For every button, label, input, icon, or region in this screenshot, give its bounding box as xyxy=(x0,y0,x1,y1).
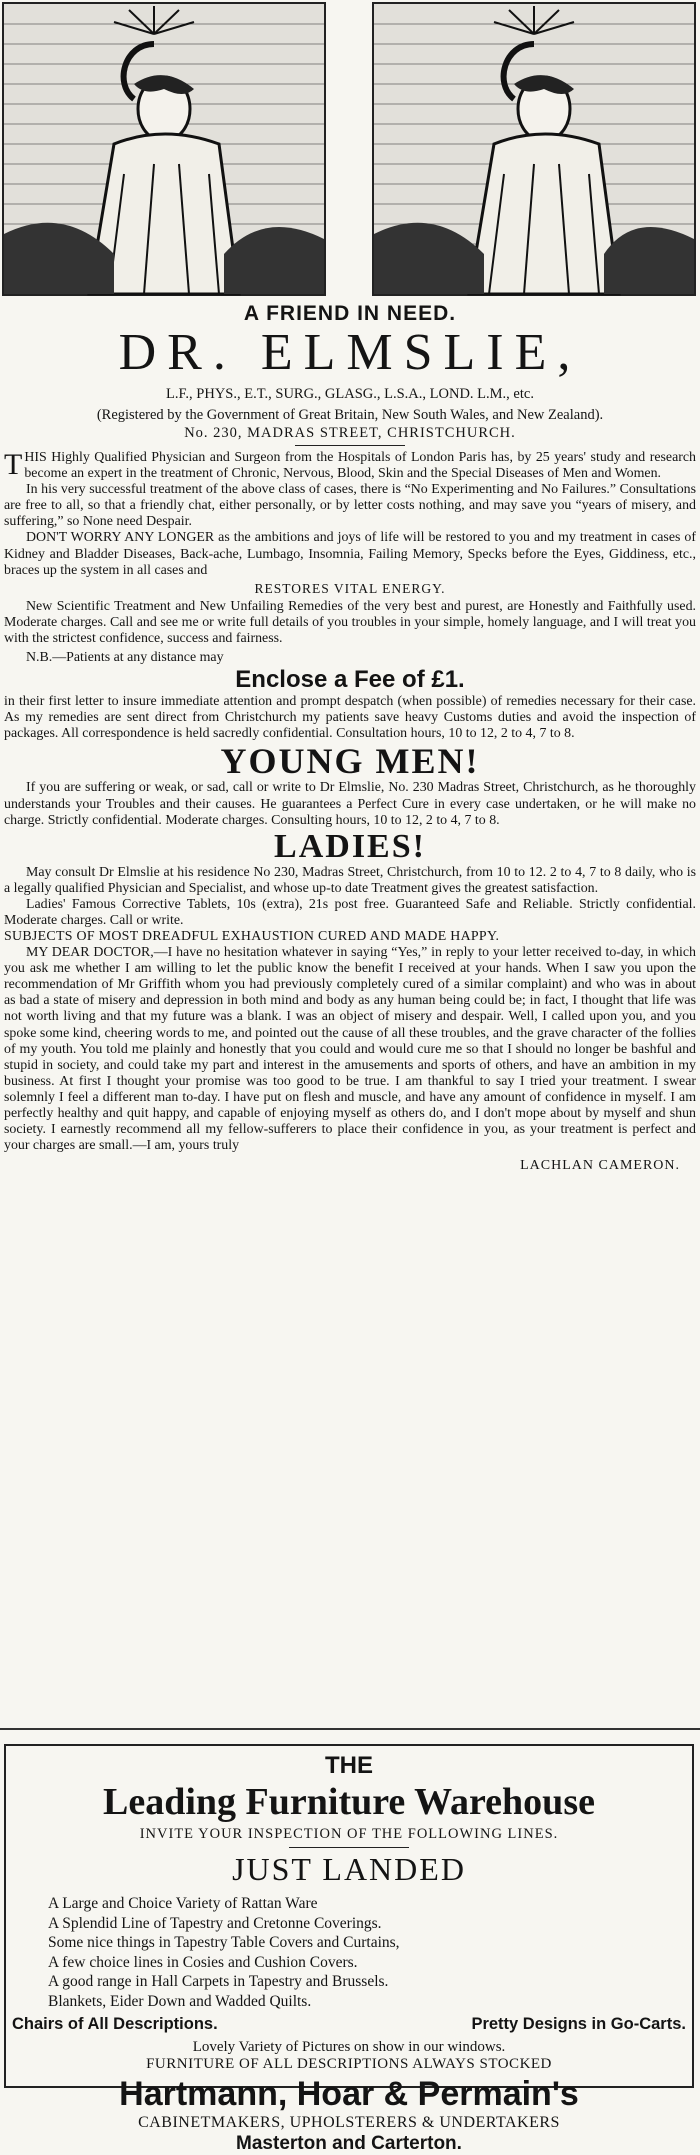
the-heading: THE xyxy=(325,1752,373,1779)
firm-name: Hartmann, Hoar & Permain's xyxy=(119,2075,579,2113)
intro-paragraph: THIS Highly Qualified Physician and Surgeon from the Hospitals of London Paris has, by 25 years' study and research become an expert in the treatment of Chronic, Nervous, Blood, Skin and the Special Diseases of Men and Women. xyxy=(4,448,696,482)
enclose-fee-heading: Enclose a Fee of £1. xyxy=(235,666,465,694)
list-item: A Large and Choice Variety of Rattan Ware xyxy=(48,1895,318,1912)
restores-energy: RESTORES VITAL ENERGY. xyxy=(254,580,446,596)
engraving-left xyxy=(2,2,326,296)
woman-sunburst-icon xyxy=(374,4,694,294)
ladies-paragraph: May consult Dr Elmslie at his residence No 230, Madras Street, Christchurch, from 10 to 12. 2 to 4, 7 to 8 daily, who is a legally qualified Physician and Specialist, and whose up-to date Treatment gives the greatest satisfaction. xyxy=(4,864,696,896)
just-landed-heading: JUST LANDED xyxy=(232,1851,466,1887)
list-item: A good range in Hall Carpets in Tapestry and Brussels. xyxy=(48,1973,389,1990)
young-men-paragraph: If you are suffering or weak, or sad, call or write to Dr Elmslie, No. 230 Madras Street, Christchurch, as he thoroughly understands your Troubles and their causes. He guarantees a Perfect Cure in every case undertaken, or he will make no charge. Strictly confidential. Moderate charges. Consulting hours, 10 to 12, 2 to 4, 7 to 8. xyxy=(4,780,696,828)
headline: A FRIEND IN NEED. xyxy=(243,302,457,325)
stocked-line: FURNITURE OF ALL DESCRIPTIONS ALWAYS STOCKED xyxy=(146,2056,552,2072)
trades-line: CABINETMAKERS, UPHOLSTERERS & UNDERTAKERS xyxy=(138,2114,560,2131)
ad-body xyxy=(0,450,700,1174)
engraving-right xyxy=(372,2,696,296)
list-item: A Splendid Line of Tapestry and Cretonne Coverings. xyxy=(48,1914,382,1932)
warehouse-title: Leading Furniture Warehouse xyxy=(103,1781,595,1823)
dont-worry-paragraph: DON'T WORRY ANY LONGER as the ambitions and joys of life will be restored to you and my treatment in cases of Kidney and Bladder Diseases, Back-ache, Lumbago, Insomnia, Failing Memory, Specks before the Eyes, Giddiness, etc., braces up the system in all cases and xyxy=(4,530,696,578)
enclose-paragraph: in their first letter to insure immediate attention and prompt despatch (when possible) of remedies necessary for their case. As my remedies are sent direct from Christchurch my patients save heavy Customs duties and avoid the inspection of packages. All correspondence is held sacredly confidential. Consultation hours, 10 to 12, 2 to 4, 7 to 8. xyxy=(4,694,696,742)
pictures-line: Lovely Variety of Pictures on show in our windows. xyxy=(192,2039,506,2055)
scientific-paragraph: New Scientific Treatment and New Unfailing Remedies of the very best and purest, are Honestly and Faithfully used. Moderate charges. Call and see me or write full details of you troubles in your simple, homely language, and I will treat you with the strictest confidence, success and fairness. xyxy=(4,598,696,646)
gocarts-line: Pretty Designs in Go-Carts. xyxy=(471,2015,686,2033)
list-item: Some nice things in Tapestry Table Covers and Curtains, xyxy=(48,1934,400,1951)
invite-line: INVITE YOUR INSPECTION OF THE FOLLOWING LINES. xyxy=(139,1826,559,1842)
location-line: Masterton and Carterton. xyxy=(236,2133,462,2154)
chairs-gocarts-row xyxy=(6,2015,692,2034)
young-men-heading: YOUNG MEN! xyxy=(220,741,480,782)
list-item: Blankets, Eider Down and Wadded Quilts. xyxy=(48,1992,312,2010)
success-paragraph: In his very successful treatment of the above class of cases, there is “No Experimenting and No Failures.” Consultations are free to all, so that a friendly chat, either personally, or by letter costs nothing, and may save you “years of misery, and suffering,” so None need Despair. xyxy=(4,482,696,530)
subjects-line: SUBJECTS OF MOST DREADFUL EXHAUSTION CURED AND MADE HAPPY. xyxy=(4,929,500,945)
rule xyxy=(289,1847,409,1848)
registration: (Registered by the Government of Great Britain, New South Wales, and New Zealand). xyxy=(96,407,604,423)
signature: LACHLAN CAMERON. xyxy=(520,1158,680,1174)
woman-sunburst-icon xyxy=(4,4,324,294)
chairs-line: Chairs of All Descriptions. xyxy=(12,2015,218,2033)
engravings xyxy=(0,0,700,294)
tablets-paragraph: Ladies' Famous Corrective Tablets, 10s (extra), 21s post free. Guaranteed Safe and Reliable. Strictly confidential. Moderate charges. Call or write. xyxy=(4,896,696,928)
rule xyxy=(295,445,405,446)
ladies-heading: LADIES! xyxy=(274,827,426,865)
dr-elmslie-advertisement xyxy=(0,298,700,1174)
doctor-name: DR. ELMSLIE, xyxy=(118,324,582,381)
testimonial-letter: MY DEAR DOCTOR,—I have no hesitation whatever in saying “Yes,” in reply to your letter received to-day, in which you ask me whether I am willing to let the public know the benefit I received at your hands. When I saw you upon the recommendation of Mr Griffith whom you had previously completely cured of a similar complaint) and who was in about as bad a state of misery and depression in both mind and body as any human being could be; in fact, I thought that life was not worth living and that my future was a blank. I was an object of misery and despair. Well, I called upon you, and you spoke some kind, cheering words to me, and pointed out the cause of all these troubles, and the grave character of the follies of my youth. You told me plainly and honestly that you could and would cure me so that I should no longer be bashful and stupid in society, and could take my part and interest in the amusements and sports of others, and have an ambition in my business. At first I thought your promise was too good to be true. I am thankful to say I tried your treatment. I swear solemnly I feel a different man to-day. I have put on flesh and muscle, and have any amount of confidence in myself. I am perfectly healthy and quit happy, and capable of enjoying myself as others do, and I don't mope about by myself and shun society. I earnestly recommend all my fellow-sufferers to place their confidence in you, as your treatment is perfect and your charges are small.—I am, yours truly xyxy=(4,945,696,1154)
qualifications: L.F., PHYS., E.T., SURG., GLASG., L.S.A., LOND. L.M., etc. xyxy=(166,386,534,402)
column-divider xyxy=(0,1728,700,1730)
address: No. 230, MADRAS STREET, CHRISTCHURCH. xyxy=(184,425,516,441)
furniture-advertisement xyxy=(4,1744,694,2154)
product-lines xyxy=(48,1894,692,2011)
list-item: A few choice lines in Cosies and Cushion Covers. xyxy=(48,1953,358,1971)
nb-line: N.B.—Patients at any distance may xyxy=(26,650,224,666)
